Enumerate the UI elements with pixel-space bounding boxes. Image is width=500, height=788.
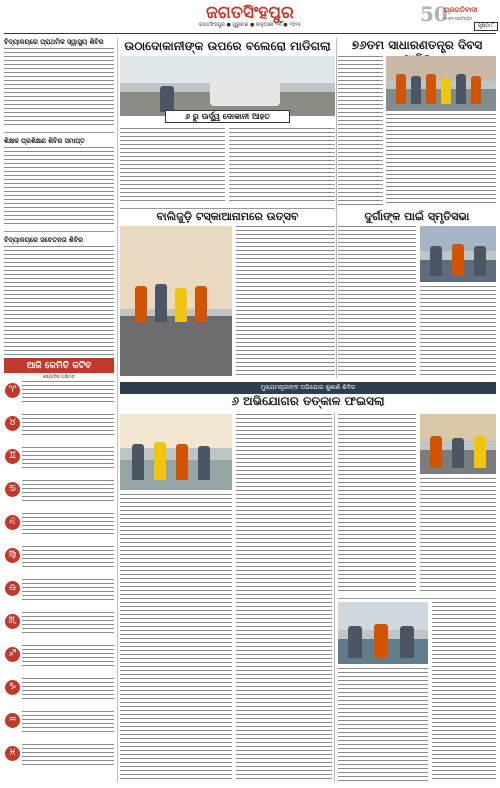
horoscope-text: [22, 711, 114, 735]
divider: [120, 208, 335, 209]
horoscope-text: [22, 381, 114, 405]
festival-headline: ବାଲିଜୁଡ଼ି ଟସ୍କାଆନାମରେ ଉତ୍ସବ: [156, 210, 299, 223]
horoscope-item: [4, 678, 114, 711]
lead-headline: ଉଠାଦୋକାନୀଙ୍କ ଉପରେ ବଲେରୋ ମାଡିଗଲା: [124, 39, 331, 53]
masthead: [0, 0, 500, 34]
masthead-rule: [4, 33, 496, 34]
sub-headline: ୬ ରୁ ଊର୍ଦ୍ଧ୍ୱ ଦୋକାନୀ ଆହତ: [165, 110, 290, 123]
story-body: [236, 414, 332, 782]
left-column: [4, 38, 114, 350]
section-strip: ମୁଖ୍ୟମନ୍ତ୍ରୀଙ୍କ ଅଭିଯୋଗ ଶୁଣାଣି ଶିବିର: [120, 382, 496, 394]
news-photo: [420, 414, 496, 474]
horoscope-item: [4, 381, 114, 414]
zodiac-icon: ♓: [5, 746, 20, 761]
memorial-headline: ଦୁର୍ଗାଙ୍କ ପାଇଁ ସ୍ମୃତିସଭା: [364, 210, 470, 223]
story-body: [4, 147, 114, 227]
horoscope-item: [4, 579, 114, 612]
zodiac-icon: ♑: [5, 680, 20, 695]
lead-story-body: [229, 128, 335, 204]
horoscope-item: [4, 414, 114, 447]
news-photo: [420, 226, 496, 282]
horoscope-item: [4, 546, 114, 579]
news-photo: [120, 56, 335, 116]
story-body: [236, 226, 335, 376]
story-body: [338, 56, 383, 206]
divider: [4, 231, 114, 232]
horoscope-list: [4, 381, 114, 777]
horoscope-item: [4, 645, 114, 678]
horoscope-text: [22, 414, 114, 438]
story-body: [420, 478, 496, 594]
horoscope-text: [22, 678, 114, 702]
horoscope-text: [22, 480, 114, 504]
story-body: [338, 414, 416, 594]
news-photo: [386, 56, 496, 111]
zodiac-icon: ♍: [5, 548, 20, 563]
story-body: [4, 246, 114, 356]
story-body: [4, 48, 114, 128]
horoscope-item: [4, 513, 114, 546]
divider: [4, 132, 114, 133]
brand-tagline: ୧୯୭୩ ପ୍ରତିଷ୍ଠିତ: [444, 16, 473, 21]
zodiac-icon: ♏: [5, 614, 20, 629]
divider: [338, 598, 496, 599]
column-rule: [334, 412, 335, 782]
republic-day-headline: ୭୬ତମ ସାଧାରଣତନ୍ତ୍ର ଦିବସ: [351, 38, 483, 52]
zodiac-icon: ♎: [5, 581, 20, 596]
story-body: [420, 286, 496, 376]
zodiac-icon: ♌: [5, 515, 20, 530]
story-body: [338, 668, 428, 782]
brand-logo: ପ୍ରଗତିବାଦୀ: [444, 6, 478, 14]
column-rule: [336, 38, 337, 378]
page-number: ପୃଷ୍ଠା ୮: [474, 22, 498, 31]
horoscope-text: [22, 579, 114, 603]
zodiac-icon: ♉: [5, 416, 20, 431]
story-body: [386, 114, 496, 206]
horoscope-item: [4, 480, 114, 513]
story-headline: ବିଦ୍ୟାଳୟରେ ପ୍ରାଥମିକ ସ୍ୱାସ୍ଥ୍ୟ ଶିବିର: [4, 38, 104, 46]
horoscope-subtitle: ଜ୍ୟୋତିଷ ଅଭିମତ: [43, 375, 75, 380]
horoscope-text: [22, 513, 114, 537]
horoscope-text: [22, 645, 114, 669]
dateline: ଜଗତସିଂହପୁର ● ଗୁରୁବାର ● ଜାନୁଆରୀ ୨୩ ● ୨୦୨୫: [199, 22, 301, 28]
lead-story-body: [120, 128, 225, 204]
news-photo: [338, 602, 428, 664]
horoscope-item: [4, 744, 114, 777]
anniversary-logo: 50: [420, 2, 448, 26]
story-headline: ଶିକ୍ଷକ ପ୍ରଶିକ୍ଷଣ ଶିବିର ସମାପ୍ତ: [4, 137, 85, 145]
story-body: [120, 494, 232, 782]
horoscope-text: [22, 612, 114, 636]
horoscope-text: [22, 546, 114, 570]
newspaper-section-title: ଜଗତସିଂହପୁର: [206, 3, 294, 23]
zodiac-icon: ♒: [5, 713, 20, 728]
zodiac-icon: ♐: [5, 647, 20, 662]
column-rule: [117, 38, 118, 782]
news-photo: [120, 226, 232, 376]
horoscope-item: [4, 447, 114, 480]
zodiac-icon: ♈: [5, 383, 20, 398]
horoscope-text: [22, 447, 114, 471]
horoscope-item: [4, 711, 114, 744]
horoscope-text: [22, 744, 114, 768]
horoscope-box: [4, 358, 114, 782]
zodiac-icon: ♊: [5, 449, 20, 464]
horoscope-item: [4, 612, 114, 645]
news-photo: [120, 414, 232, 490]
story-headline: ବିଦ୍ୟାଳୟରେ ସଚେତନତା ଶିବିର: [4, 236, 84, 244]
grievance-headline: ୬ ଅଭିଯୋଗର ତତ୍କାଳ ଫଇସଲା: [231, 394, 385, 408]
story-body: [338, 226, 416, 376]
horoscope-title: ଆଜି କେମିତି କଟିବ: [4, 360, 114, 373]
story-body: [432, 602, 496, 782]
zodiac-icon: ♋: [5, 482, 20, 497]
